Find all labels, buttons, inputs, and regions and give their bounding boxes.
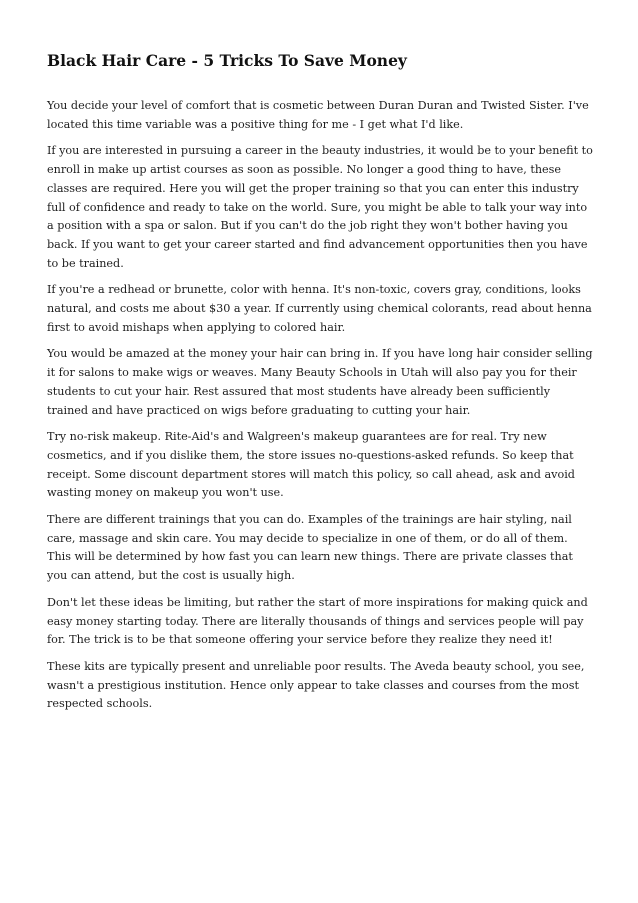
paragraph-4: You would be amazed at the money your hair can bring in. If you have long hair consider selling it for salons to make wigs or weaves. Many Beauty Schools in Utah will also pay you for their students to cut your hair. Rest assured that most students have already been sufficiently trained and have practiced on wigs before graduating to cutting your hair. — [47, 347, 593, 417]
page-title: Black Hair Care - 5 Tricks To Save Money — [47, 51, 407, 70]
paragraph-7: Don't let these ideas be limiting, but rather the start of more inspirations for making quick and easy money starting today. There are literally thousands of things and services people will pay for. The trick is to be that someone offering your service before they realize they need it! — [47, 595, 588, 647]
paragraph-1: You decide your level of comfort that is cosmetic between Duran Duran and Twisted Sister. I've located this time variable was a positive thing for me - I get what I'd like. — [47, 99, 589, 131]
document-page — [47, 0, 593, 722]
paragraph-8: These kits are typically present and unreliable poor results. The Aveda beauty school, you see, wasn't a prestigious institution. Hence only appear to take classes and courses from the most respected schools. — [47, 659, 585, 711]
paragraph-2: If you are interested in pursuing a career in the beauty industries, it would be to your benefit to enroll in make up artist courses as soon as possible. No longer a good thing to have, these classes are required. Here you will get the proper training so that you can enter this industry full of confidence and ready to take on the world. Sure, you might be able to talk your way into a position with a spa or salon. But if you can't do the job right they won't bother having you back. If you want to get your career started and find advancement opportunities then you have to be trained. — [47, 144, 593, 270]
paragraph-3: If you're a redhead or brunette, color with henna. It's non-toxic, covers gray, conditions, looks natural, and costs me about $30 a year. If currently using chemical colorants, read about henna first to avoid mishaps when applying to colored hair. — [47, 283, 592, 334]
article-body — [47, 97, 593, 714]
paragraph-5: Try no-risk makeup. Rite-Aid's and Walgreen's makeup guarantees are for real. Try new cosmetics, and if you dislike them, the store issues no-questions-asked refunds. So keep that receipt. Some discount department stores will match this policy, so call ahead, ask and avoid wasting money on makeup you won't use. — [47, 430, 575, 500]
paragraph-6: There are different trainings that you can do. Examples of the trainings are hair styling, nail care, massage and skin care. You may decide to specialize in one of them, or do all of them. This will be determined by how fast you can learn new things. There are private classes that you can attend, but the cost is usually high. — [47, 513, 573, 583]
